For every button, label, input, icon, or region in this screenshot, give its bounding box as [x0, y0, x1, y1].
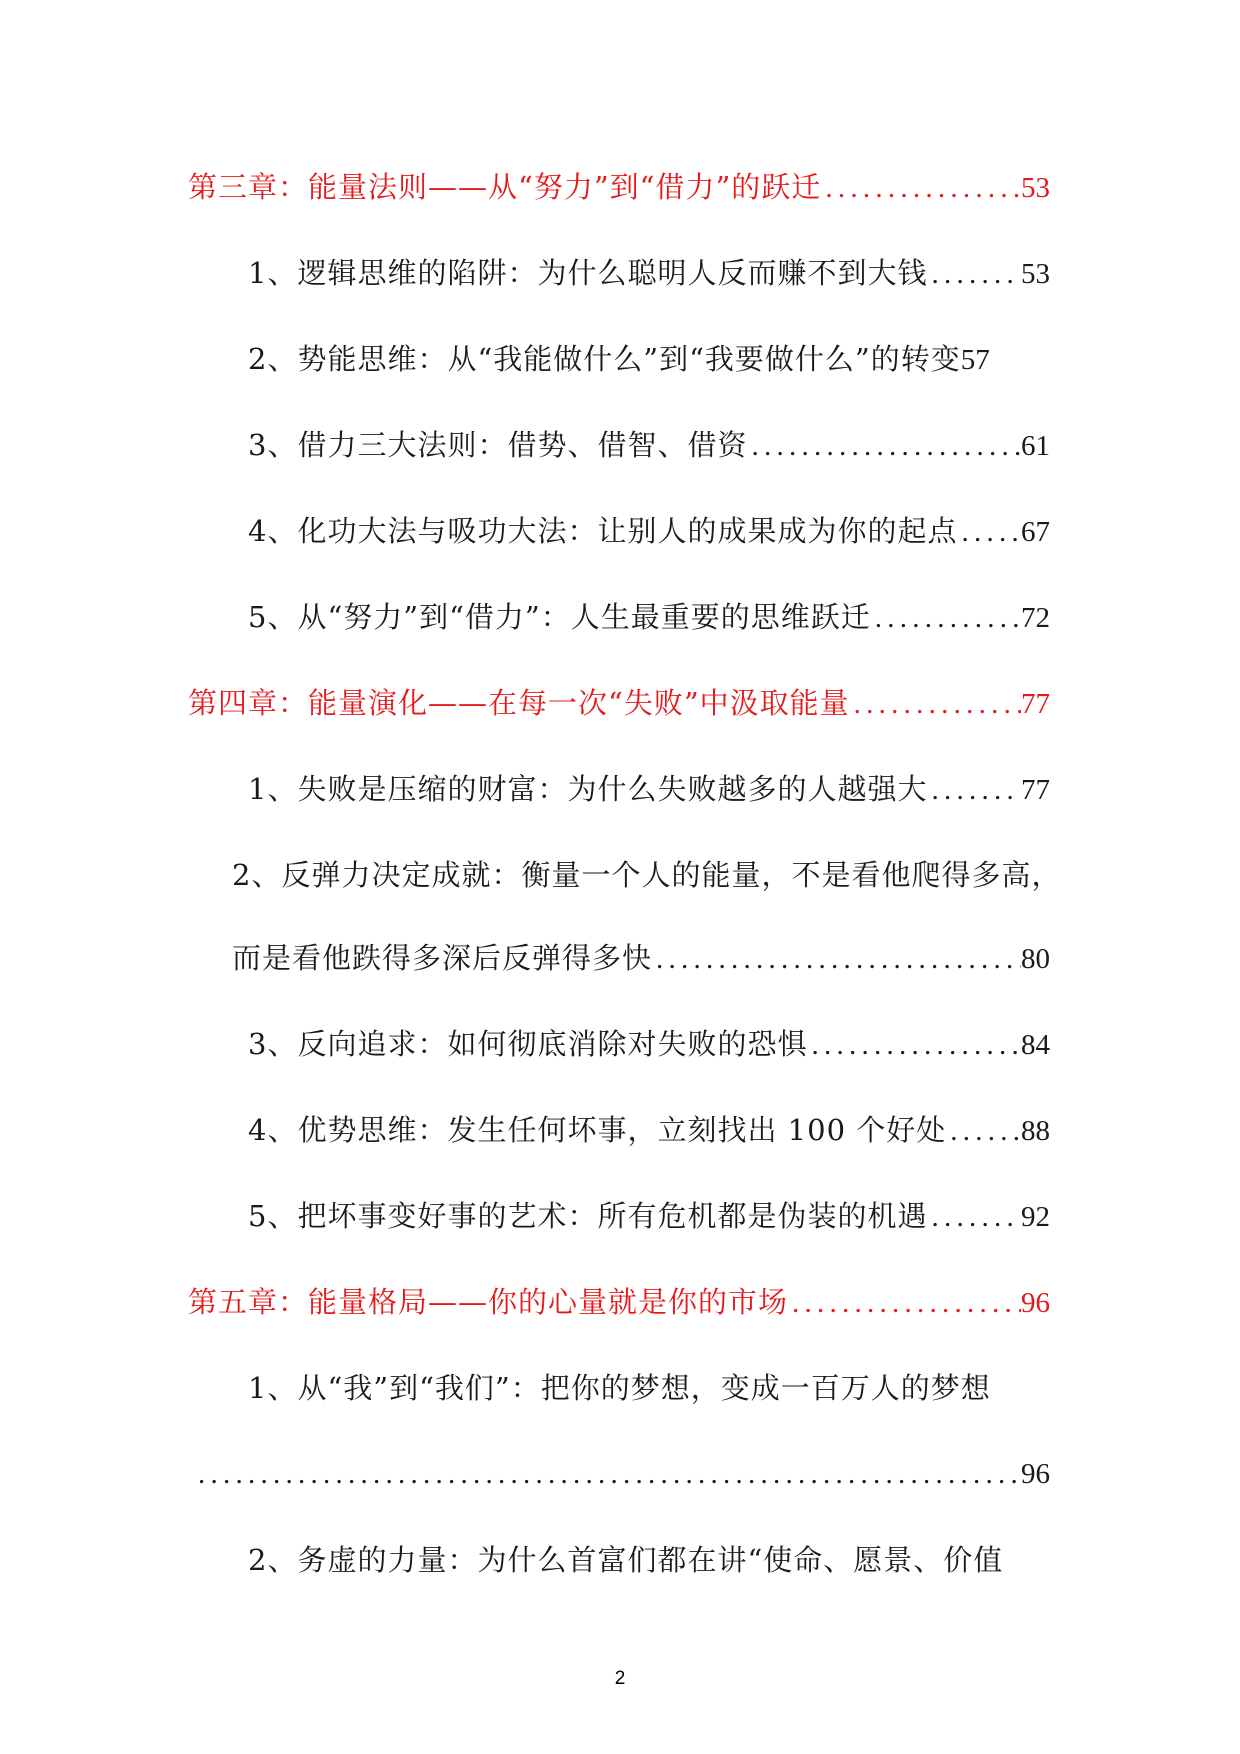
toc-item[interactable]: [248, 1194, 1050, 1238]
toc-item[interactable]: [248, 1022, 1050, 1066]
toc-leader-dots: [871, 596, 1021, 640]
toc-page-number: 80: [1021, 943, 1050, 975]
toc-entry-title: 2、务虚的力量：为什么首富们都在讲“使命、愿景、价值: [248, 1543, 1004, 1577]
toc-chapter-3[interactable]: [188, 165, 1050, 209]
toc-page-number: 96: [1021, 1458, 1050, 1490]
toc-page-number: 61: [1021, 430, 1050, 462]
toc-item[interactable]: [248, 767, 1050, 811]
toc-entry-title: 1、失败是压缩的财富：为什么失败越多的人越强大: [248, 772, 928, 806]
toc-entry-title: 2、反弹力决定成就：衡量一个人的能量，不是看他爬得多高，: [232, 858, 1062, 892]
toc-entry-title: 1、逻辑思维的陷阱：为什么聪明人反而赚不到大钱: [248, 256, 928, 290]
toc-leader-dots: [957, 510, 1021, 554]
toc-page-number: 77: [1021, 774, 1050, 806]
toc-item[interactable]: [248, 1108, 1050, 1152]
toc-leader-dots: [927, 768, 1021, 812]
toc-leader-dots: [927, 252, 1021, 296]
toc-chapter-5[interactable]: [188, 1280, 1050, 1324]
toc-page-number: 77: [1021, 688, 1050, 720]
toc-leader-dots: [807, 1023, 1021, 1067]
toc-page-number: 84: [1021, 1029, 1050, 1061]
toc-page-number: 92: [1021, 1201, 1050, 1233]
toc-entry-title: 2、势能思维：从“我能做什么”到“我要做什么”的转变: [248, 342, 961, 376]
toc-entry-title: 第五章：能量格局——你的心量就是你的市场: [188, 1285, 789, 1319]
toc-entry-title: 4、优势思维：发生任何坏事，立刻找出 100 个好处: [248, 1113, 947, 1147]
toc-item[interactable]: [248, 509, 1050, 553]
toc-page-number: 72: [1021, 602, 1050, 634]
toc-entry-title: 5、从“努力”到“借力”：人生最重要的思维跃迁: [248, 600, 871, 634]
toc-leader-dots: [850, 682, 1021, 726]
toc-item[interactable]: [248, 337, 1078, 381]
toc-entry-title: 5、把坏事变好事的艺术：所有危机都是伪装的机遇: [248, 1199, 928, 1233]
toc-page-number: 88: [1021, 1115, 1050, 1147]
toc-page-number: 57: [960, 344, 990, 376]
toc-item-continuation[interactable]: [232, 936, 1050, 980]
toc-leader-dots: [788, 1281, 1021, 1325]
toc-entry-title: 4、化功大法与吸功大法：让别人的成果成为你的起点: [248, 514, 958, 548]
toc-chapter-4[interactable]: [188, 681, 1050, 725]
toc-item[interactable]: [248, 595, 1050, 639]
toc-page-number: 67: [1021, 516, 1050, 548]
toc-page-number: 96: [1021, 1287, 1050, 1319]
toc-item[interactable]: [248, 251, 1050, 295]
toc-leader-dots: [652, 937, 1021, 981]
toc-entry-title: 3、反向追求：如何彻底消除对失败的恐惧: [248, 1027, 808, 1061]
toc-leader-dots: [821, 166, 1021, 210]
toc-leader-dots: [194, 1452, 1021, 1496]
toc-leader-dots: [927, 1195, 1021, 1239]
toc-item[interactable]: [248, 1366, 1060, 1410]
toc-item[interactable]: [232, 853, 1062, 897]
toc-item[interactable]: [248, 423, 1050, 467]
toc-entry-title: 1、从“我”到“我们”：把你的梦想，变成一百万人的梦想: [248, 1371, 991, 1405]
toc-page-number: 53: [1021, 258, 1050, 290]
toc-entry-title: 而是看他跌得多深后反弹得多快: [232, 941, 653, 975]
toc-item[interactable]: [248, 1538, 1060, 1582]
toc-entry-title: 第四章：能量演化——在每一次“失败”中汲取能量: [188, 686, 850, 720]
page-number: 2: [614, 1668, 626, 1689]
toc-leader-dots: [946, 1109, 1021, 1153]
toc-entry-title: 3、借力三大法则：借势、借智、借资: [248, 428, 748, 462]
toc-page-number: 53: [1021, 172, 1050, 204]
toc-item-continuation[interactable]: [194, 1452, 1050, 1496]
toc-leader-dots: [747, 424, 1021, 468]
toc-entry-title: 第三章：能量法则——从“努力”到“借力”的跃迁: [188, 170, 822, 204]
